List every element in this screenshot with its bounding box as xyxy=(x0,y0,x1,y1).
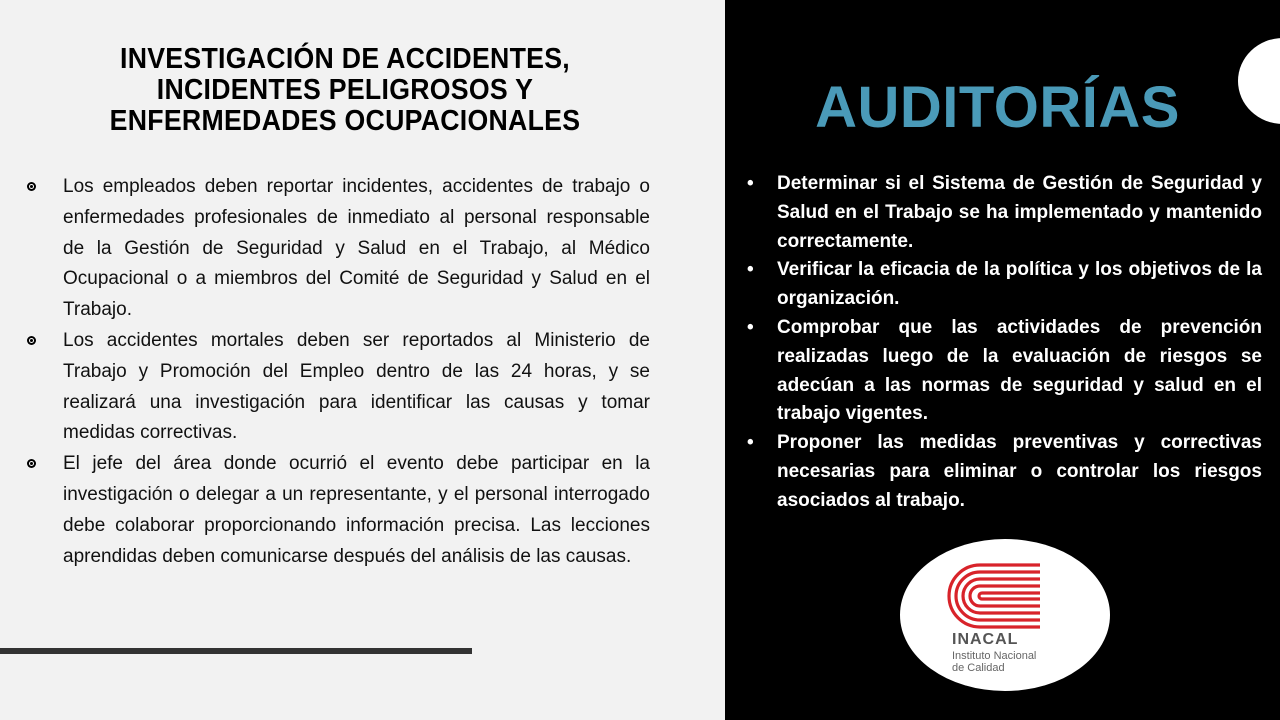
inacal-logo xyxy=(900,539,1110,691)
investigation-title xyxy=(55,44,635,137)
title-line: INVESTIGACIÓN DE ACCIDENTES, xyxy=(120,43,570,75)
audits-bullet-list xyxy=(745,170,1262,516)
bullet-text: El jefe del área donde ocurrió el evento debe participar en la investigación o delegar a un representante, y el personal interrogado debe colaborar proporcionando información precisa. Las lecciones aprendidas deben comunicarse después del análisis de las causas. xyxy=(63,453,650,567)
title-line: ENFERMEDADES OCUPACIONALES xyxy=(109,105,581,137)
title-line: INCIDENTES PELIGROSOS Y xyxy=(156,74,534,106)
list-item xyxy=(745,429,1262,515)
bullet-text: Los empleados deben reportar incidentes, accidentes de trabajo o enfermedades profesionales de inmediato al personal responsable de la Gestión de Seguridad y Salud en el Trabajo, al Médico Ocupacional o a miembros del Comité de Seguridad y Salud en el Trabajo. xyxy=(63,176,650,321)
bullet-text: Los accidentes mortales deben ser reportados al Ministerio de Trabajo y Promoción del Empleo dentro de las 24 horas, y se realizará una investigación para identificar las causas y tomar medidas correctivas. xyxy=(63,329,650,444)
logo-subtitle-line: Instituto Nacional xyxy=(952,650,1037,662)
list-item xyxy=(745,170,1262,256)
logo-subtitle-line: de Calidad xyxy=(952,662,1005,674)
bullet-text: Comprobar que las actividades de prevención realizadas luego de la evaluación de riesgos se adecúan a las normas de seguridad y salud en el trabajo vigentes. xyxy=(777,316,1262,425)
divider-bar xyxy=(0,648,472,654)
circle-bullet-icon xyxy=(27,182,36,191)
logo-name: INACAL xyxy=(952,631,1019,648)
bullet-text: Verificar la eficacia de la política y los objetivos de la organización. xyxy=(777,259,1262,310)
list-item xyxy=(745,314,1262,429)
dot-bullet-icon: • xyxy=(747,259,754,281)
circle-bullet-icon xyxy=(27,336,36,345)
dot-bullet-icon: • xyxy=(747,432,754,454)
list-item xyxy=(745,256,1262,314)
inacal-mark-icon xyxy=(940,559,1050,633)
dot-bullet-icon: • xyxy=(747,316,754,338)
bullet-text: Determinar si el Sistema de Gestión de Seguridad y Salud en el Trabajo se ha implementado y mantenido correctamente. xyxy=(777,173,1262,252)
logo-subtitle xyxy=(952,650,1036,674)
list-item xyxy=(20,172,650,326)
dot-bullet-icon: • xyxy=(747,173,754,194)
audits-title: AUDITORÍAS xyxy=(815,75,1180,140)
circle-bullet-icon xyxy=(27,459,36,468)
bullet-text: Proponer las medidas preventivas y correctivas necesarias para eliminar o controlar los riesgos asociados al trabajo. xyxy=(777,432,1262,511)
list-item xyxy=(20,449,650,572)
list-item xyxy=(20,326,650,449)
investigation-bullet-list xyxy=(20,172,650,572)
